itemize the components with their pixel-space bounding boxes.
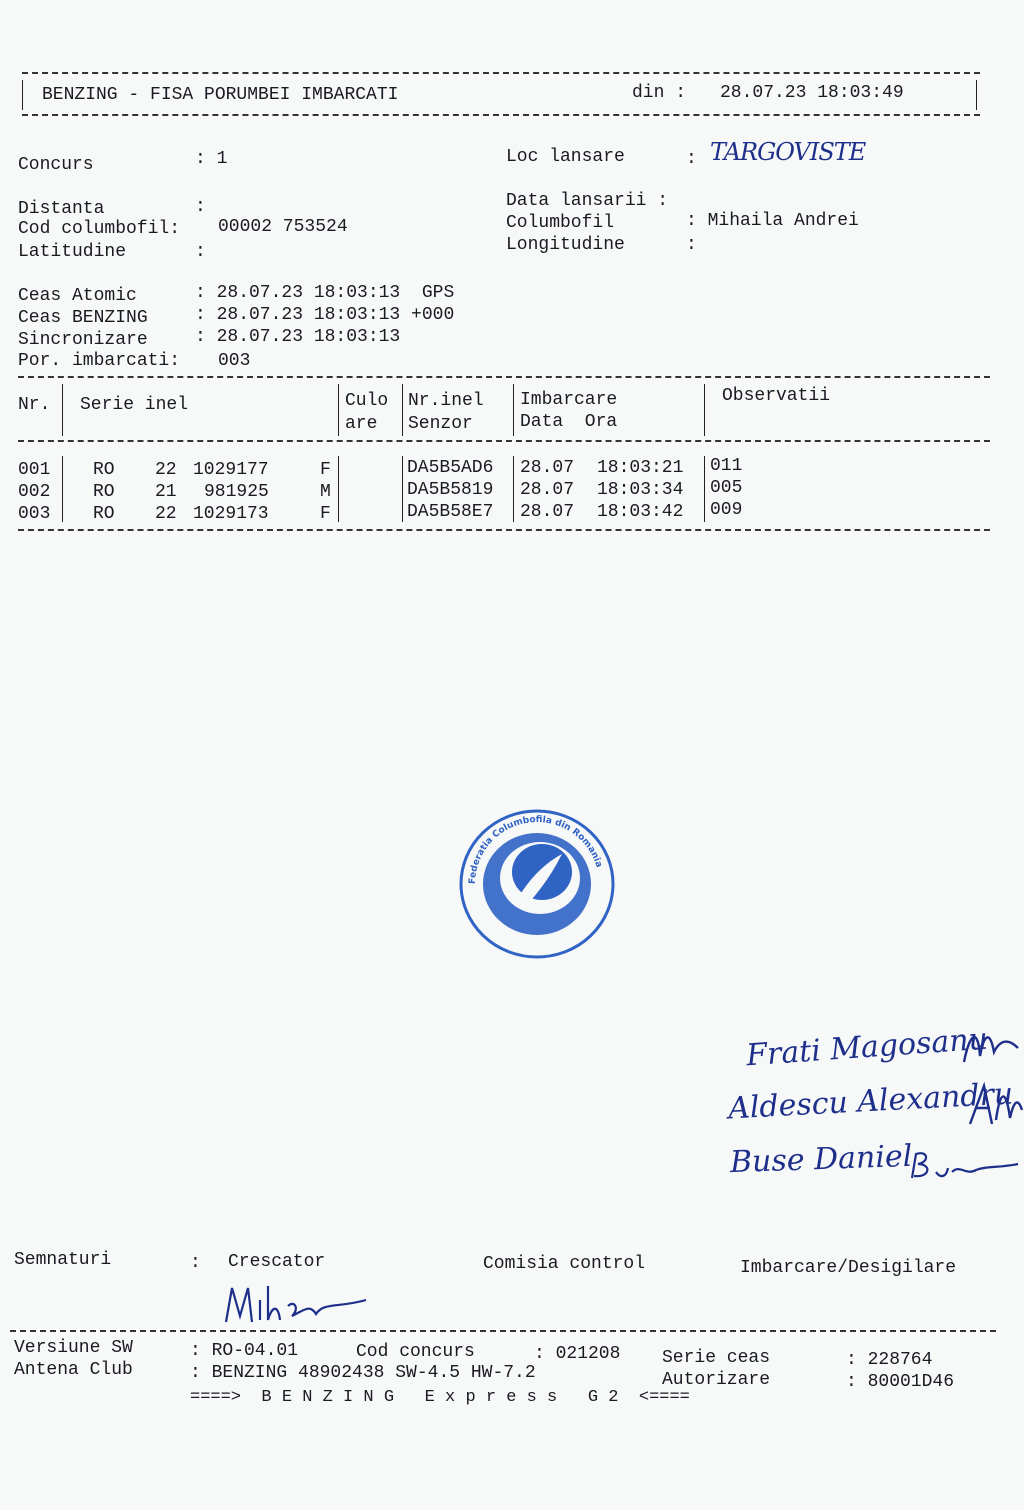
autorizare-label: Autorizare — [662, 1370, 771, 1390]
col-header-culoare-1: Culo — [345, 391, 389, 411]
imbarcare-desigilare-label: Imbarcare/Desigilare — [740, 1258, 957, 1278]
cell-ring: 981925 — [204, 482, 269, 502]
semnaturi-label: Semnaturi — [14, 1250, 112, 1270]
header-top-rule — [22, 72, 980, 74]
cell-time: 18:03:34 — [597, 480, 684, 500]
porumbei-imbarcati-value: 003 — [218, 351, 251, 371]
header-bottom-rule — [22, 114, 980, 116]
cell-country: RO — [93, 482, 115, 502]
table-header-rule — [18, 440, 990, 442]
cell-nr: 002 — [18, 482, 51, 502]
col-header-nrinel-2: Senzor — [408, 414, 473, 434]
cell-obs: 011 — [710, 456, 743, 476]
concurs-label: Concurs — [18, 155, 94, 175]
comisia-label: Comisia control — [483, 1254, 646, 1274]
cell-year: 22 — [155, 504, 177, 524]
data-lansarii-label: Data lansarii : — [506, 191, 669, 211]
longitudine-label: Longitudine — [506, 235, 625, 255]
cell-country: RO — [93, 460, 115, 480]
versiune-label: Versiune SW — [14, 1338, 133, 1358]
col-header-serie: Serie inel — [80, 395, 189, 415]
autorizare-value: : 80001D46 — [846, 1372, 955, 1392]
date-value: 28.07.23 18:03:49 — [720, 83, 904, 103]
antena-club-label: Antena Club — [14, 1360, 133, 1380]
table-col-sep — [338, 384, 339, 436]
footer-top-rule — [10, 1330, 996, 1332]
cell-sensor: DA5B5819 — [407, 480, 494, 500]
loc-lansare-colon: : — [686, 149, 697, 169]
versiune-value: : RO-04.01 — [190, 1341, 299, 1361]
longitudine-value: : — [686, 235, 697, 255]
ceas-atomic-label: Ceas Atomic — [18, 286, 137, 306]
latitudine-label: Latitudine — [18, 242, 127, 262]
col-header-imbarcare-1: Imbarcare — [520, 390, 618, 410]
latitudine-value: : — [195, 242, 206, 262]
columbofil-value: : Mihaila Andrei — [686, 211, 859, 231]
cell-sex: F — [320, 460, 331, 480]
cod-concurs-label: Cod concurs — [356, 1342, 475, 1362]
serie-ceas-label: Serie ceas — [662, 1348, 771, 1368]
handwritten-name-1: Frati Magosanu — [745, 1021, 989, 1074]
cell-date: 28.07 — [520, 480, 575, 500]
signature-3 — [906, 1148, 1022, 1184]
col-header-imbarcare-2: Data Ora — [520, 412, 618, 432]
cod-columbofil-value: 00002 753524 — [218, 217, 348, 237]
columbofil-label: Columbofil — [506, 213, 615, 233]
cell-ring: 1029173 — [193, 504, 269, 524]
cell-obs: 005 — [710, 478, 743, 498]
table-col-sep — [62, 456, 63, 522]
table-col-sep — [704, 384, 705, 436]
signature-2 — [966, 1080, 1024, 1130]
cell-sex: F — [320, 504, 331, 524]
cell-year: 22 — [155, 460, 177, 480]
table-col-sep — [338, 456, 339, 522]
cell-sex: M — [320, 482, 331, 502]
antena-club-value: : BENZING 48902438 SW-4.5 HW-7.2 — [190, 1363, 536, 1383]
cod-columbofil-label: Cod columbofil: — [18, 219, 181, 239]
header-right-border — [976, 80, 977, 110]
distanta-value: : — [195, 197, 206, 217]
handwritten-name-2: Aldescu Alexandru — [727, 1076, 1015, 1127]
cell-ring: 1029177 — [193, 460, 269, 480]
signature-1 — [960, 1022, 1022, 1070]
col-header-nrinel-1: Nr.inel — [408, 391, 484, 411]
ceas-benzing-value: : 28.07.23 18:03:13 +000 — [195, 305, 455, 325]
loc-lansare-handwritten: TARGOVISTE — [710, 138, 866, 166]
handwritten-name-3: Buse Daniel — [729, 1138, 913, 1181]
concurs-value: : 1 — [195, 149, 228, 169]
date-label: din : — [632, 83, 687, 103]
col-header-culoare-2: are — [345, 414, 378, 434]
federation-stamp — [458, 808, 616, 960]
table-top-rule — [18, 376, 990, 378]
table-col-sep — [62, 384, 63, 436]
crescator-signature — [220, 1280, 370, 1328]
loc-lansare-label: Loc lansare — [506, 147, 625, 167]
cod-concurs-value: : 021208 — [534, 1344, 621, 1364]
porumbei-imbarcati-label: Por. imbarcati: — [18, 351, 181, 371]
cell-country: RO — [93, 504, 115, 524]
col-header-nr: Nr. — [18, 395, 51, 415]
table-col-sep — [402, 456, 403, 522]
cell-sensor: DA5B58E7 — [407, 502, 494, 522]
serie-ceas-value: : 228764 — [846, 1350, 933, 1370]
document-title: BENZING - FISA PORUMBEI IMBARCATI — [42, 85, 399, 105]
cell-date: 28.07 — [520, 502, 575, 522]
crescator-label: Crescator — [228, 1252, 326, 1272]
distanta-label: Distanta — [18, 199, 105, 219]
sincronizare-label: Sincronizare — [18, 330, 148, 350]
cell-year: 21 — [155, 482, 177, 502]
table-bottom-rule — [18, 529, 990, 531]
ceas-benzing-label: Ceas BENZING — [18, 308, 148, 328]
stamp-text: Federatia Columbofila din Romania — [467, 814, 604, 885]
cell-nr: 001 — [18, 460, 51, 480]
cell-obs: 009 — [710, 500, 743, 520]
table-col-sep — [513, 456, 514, 522]
cell-time: 18:03:42 — [597, 502, 684, 522]
benzing-express-banner: ====> B E N Z I N G E x p r e s s G 2 <==== — [190, 1388, 690, 1407]
col-header-observatii: Observatii — [722, 386, 831, 406]
table-col-sep — [513, 384, 514, 436]
table-col-sep — [402, 384, 403, 436]
semnaturi-colon: : — [190, 1253, 201, 1273]
cell-nr: 003 — [18, 504, 51, 524]
cell-date: 28.07 — [520, 458, 575, 478]
cell-time: 18:03:21 — [597, 458, 684, 478]
table-col-sep — [704, 456, 705, 522]
sincronizare-value: : 28.07.23 18:03:13 — [195, 327, 401, 347]
header-left-border — [22, 80, 23, 110]
ceas-atomic-value: : 28.07.23 18:03:13 GPS — [195, 283, 455, 303]
cell-sensor: DA5B5AD6 — [407, 458, 494, 478]
